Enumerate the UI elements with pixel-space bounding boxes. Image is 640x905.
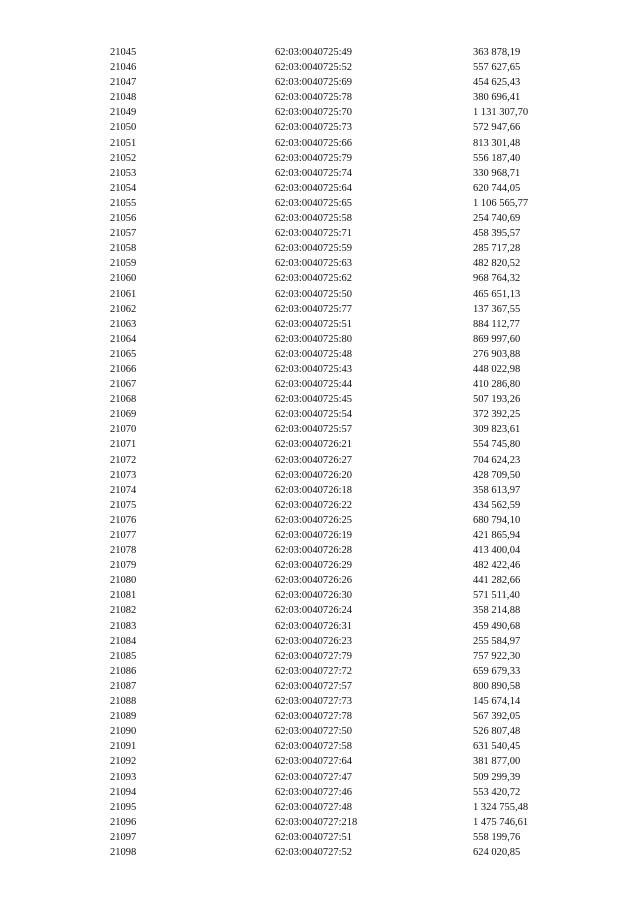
- cadastral-number: 62:03:0040727:57: [275, 680, 353, 692]
- record-number: 21086: [110, 665, 137, 677]
- table-row: [0, 453, 640, 468]
- cadastral-number: 62:03:0040727:50: [275, 726, 353, 738]
- cadastral-number: 62:03:0040725:70: [275, 107, 353, 119]
- cadastral-number: 62:03:0040725:62: [275, 273, 353, 285]
- record-number: 21050: [110, 122, 137, 134]
- cadastral-number: 62:03:0040725:63: [275, 258, 353, 270]
- record-number: 21077: [110, 530, 137, 541]
- table-row: [0, 649, 640, 664]
- cadastral-value: 659 679,33: [473, 665, 521, 677]
- cadastral-number: 62:03:0040725:43: [275, 363, 353, 375]
- cadastral-value: 680 794,10: [473, 514, 521, 526]
- cadastral-value: 1 131 307,70: [473, 107, 529, 119]
- cadastral-value: 526 807,48: [473, 726, 521, 738]
- record-number: 21074: [110, 484, 137, 496]
- cadastral-number: 62:03:0040726:20: [275, 469, 353, 481]
- cadastral-number: 62:03:0040725:78: [275, 92, 353, 104]
- record-number: 21076: [110, 514, 137, 526]
- record-number: 21080: [110, 575, 137, 587]
- table-row: [0, 362, 640, 377]
- table-row: [0, 815, 640, 830]
- cadastral-value: 869 997,60: [473, 333, 521, 345]
- cadastral-value: 884 112,77: [473, 318, 520, 330]
- table-row: [0, 226, 640, 241]
- table-row: [0, 407, 640, 422]
- cadastral-value: 553 420,72: [473, 786, 521, 798]
- cadastral-value: 620 744,05: [473, 182, 521, 194]
- cadastral-value: 554 745,80: [473, 439, 521, 451]
- table-row: [0, 256, 640, 271]
- cadastral-value: 410 286,80: [473, 379, 521, 391]
- record-number: 21071: [110, 439, 137, 451]
- cadastral-number: 62:03:0040726:22: [275, 499, 353, 511]
- cadastral-value: 571 511,40: [473, 590, 520, 602]
- cadastral-number: 62:03:0040727:47: [275, 771, 353, 783]
- record-number: 21083: [110, 620, 137, 632]
- cadastral-value: 482 820,52: [473, 258, 521, 270]
- cadastral-value: 459 490,68: [473, 620, 521, 632]
- table-row: [0, 181, 640, 196]
- table-row: [0, 45, 640, 60]
- cadastral-value: 507 193,26: [473, 394, 521, 406]
- cadastral-value: 704 624,23: [473, 454, 521, 466]
- table-row: [0, 302, 640, 317]
- cadastral-value: 1 324 755,48: [473, 801, 529, 813]
- cadastral-value: 285 717,28: [473, 243, 521, 255]
- table-row: [0, 271, 640, 286]
- record-number: 21063: [110, 318, 137, 330]
- record-number: 21089: [110, 711, 137, 723]
- cadastral-number: 62:03:0040726:19: [275, 530, 353, 541]
- table-row: [0, 120, 640, 135]
- cadastral-number: 62:03:0040726:27: [275, 454, 353, 466]
- record-number: 21091: [110, 741, 137, 753]
- cadastral-value: 428 709,50: [473, 469, 521, 481]
- table-row: [0, 60, 640, 75]
- cadastral-number: 62:03:0040726:23: [275, 635, 353, 647]
- record-number: 21085: [110, 650, 137, 662]
- table-row: [0, 528, 640, 543]
- record-number: 21065: [110, 348, 137, 360]
- cadastral-number: 62:03:0040725:48: [275, 348, 353, 360]
- record-number: 21049: [110, 107, 137, 119]
- cadastral-number: 62:03:0040727:48: [275, 801, 353, 813]
- record-number: 21081: [110, 590, 137, 602]
- table-row: [0, 196, 640, 211]
- cadastral-number: 62:03:0040726:24: [275, 605, 353, 617]
- cadastral-number: 62:03:0040725:51: [275, 318, 353, 330]
- table-row: [0, 75, 640, 90]
- table-row: [0, 558, 640, 573]
- cadastral-value: 567 392,05: [473, 711, 521, 723]
- cadastral-value: 813 301,48: [473, 137, 521, 149]
- table-row: [0, 392, 640, 407]
- record-number: 21060: [110, 273, 137, 285]
- table-row: [0, 573, 640, 588]
- table-row: [0, 136, 640, 151]
- cadastral-value: 421 865,94: [473, 530, 521, 541]
- record-number: 21078: [110, 545, 137, 557]
- cadastral-number: 62:03:0040725:79: [275, 152, 353, 164]
- record-number: 21072: [110, 454, 137, 466]
- cadastral-value: 1 106 565,77: [473, 197, 529, 209]
- cadastral-number: 62:03:0040725:69: [275, 77, 353, 89]
- cadastral-value: 557 627,65: [473, 62, 521, 74]
- cadastral-value: 137 367,55: [473, 303, 521, 315]
- record-number: 21051: [110, 137, 137, 149]
- cadastral-number: 62:03:0040725:44: [275, 379, 353, 391]
- table-row: [0, 347, 640, 362]
- record-number: 21084: [110, 635, 137, 647]
- cadastral-value: 631 540,45: [473, 741, 521, 753]
- cadastral-value: 757 922,30: [473, 650, 521, 662]
- table-row: [0, 588, 640, 603]
- cadastral-value: 454 625,43: [473, 77, 521, 89]
- record-number: 21075: [110, 499, 137, 511]
- cadastral-number: 62:03:0040726:29: [275, 560, 353, 572]
- cadastral-value: 254 740,69: [473, 213, 521, 225]
- cadastral-number: 62:03:0040726:31: [275, 620, 353, 632]
- record-number: 21067: [110, 379, 137, 391]
- record-number: 21057: [110, 228, 137, 240]
- record-number: 21098: [110, 846, 137, 858]
- record-number: 21056: [110, 213, 137, 225]
- table-row: [0, 513, 640, 528]
- cadastral-value: 309 823,61: [473, 424, 521, 436]
- cadastral-value: 358 214,88: [473, 605, 521, 617]
- cadastral-value: 413 400,04: [473, 545, 521, 557]
- table-row: [0, 785, 640, 800]
- cadastral-number: 62:03:0040725:80: [275, 333, 353, 345]
- cadastral-number: 62:03:0040725:49: [275, 47, 353, 58]
- record-number: 21045: [110, 47, 137, 58]
- cadastral-number: 62:03:0040725:57: [275, 424, 353, 436]
- cadastral-value: 556 187,40: [473, 152, 521, 164]
- cadastral-number: 62:03:0040726:25: [275, 514, 353, 526]
- record-number: 21070: [110, 424, 137, 436]
- table-row: [0, 483, 640, 498]
- record-number: 21064: [110, 333, 137, 345]
- table-row: [0, 694, 640, 709]
- cadastral-value: 1 475 746,61: [473, 816, 529, 828]
- table-row: [0, 166, 640, 181]
- table-row: [0, 105, 640, 120]
- table-row: [0, 770, 640, 785]
- cadastral-value: 624 020,85: [473, 846, 521, 858]
- cadastral-value: 358 613,97: [473, 484, 521, 496]
- record-number: 21069: [110, 409, 137, 421]
- record-number: 21097: [110, 831, 137, 843]
- table-row: [0, 739, 640, 754]
- table-row: [0, 287, 640, 302]
- cadastral-number: 62:03:0040725:45: [275, 394, 353, 406]
- cadastral-number: 62:03:0040726:18: [275, 484, 353, 496]
- record-number: 21096: [110, 816, 137, 828]
- cadastral-number: 62:03:0040725:50: [275, 288, 353, 300]
- table-row: [0, 830, 640, 845]
- cadastral-value: 381 877,00: [473, 756, 521, 768]
- cadastral-number: 62:03:0040725:52: [275, 62, 353, 74]
- cadastral-number: 62:03:0040725:65: [275, 197, 353, 209]
- table-row: [0, 664, 640, 679]
- cadastral-number: 62:03:0040725:74: [275, 167, 353, 179]
- cadastral-number: 62:03:0040727:72: [275, 665, 353, 677]
- cadastral-value: 372 392,25: [473, 409, 521, 421]
- table-row: [0, 709, 640, 724]
- cadastral-number: 62:03:0040727:46: [275, 786, 353, 798]
- table-row: [0, 468, 640, 483]
- table-row: [0, 754, 640, 769]
- record-number: 21052: [110, 152, 137, 164]
- table-row: [0, 422, 640, 437]
- record-number: 21048: [110, 92, 137, 104]
- cadastral-value: 448 022,98: [473, 363, 521, 375]
- table-row: [0, 543, 640, 558]
- table-row: [0, 619, 640, 634]
- cadastral-value: 572 947,66: [473, 122, 521, 134]
- cadastral-number: 62:03:0040726:28: [275, 545, 353, 557]
- cadastral-number: 62:03:0040725:58: [275, 213, 353, 225]
- cadastral-number: 62:03:0040725:66: [275, 137, 353, 149]
- table-row: [0, 634, 640, 649]
- table-row: [0, 377, 640, 392]
- cadastral-value: 482 422,46: [473, 560, 521, 572]
- cadastral-number: 62:03:0040725:59: [275, 243, 353, 255]
- cadastral-number: 62:03:0040725:71: [275, 228, 353, 240]
- cadastral-value: 465 651,13: [473, 288, 521, 300]
- record-number: 21073: [110, 469, 137, 481]
- table-row: [0, 603, 640, 618]
- cadastral-number: 62:03:0040727:218: [275, 816, 358, 828]
- cadastral-value: 458 395,57: [473, 228, 521, 240]
- cadastral-number: 62:03:0040726:21: [275, 439, 353, 451]
- cadastral-number: 62:03:0040727:51: [275, 831, 353, 843]
- cadastral-number: 62:03:0040725:64: [275, 182, 353, 194]
- cadastral-number: 62:03:0040726:30: [275, 590, 353, 602]
- table-row: [0, 800, 640, 815]
- record-number: 21066: [110, 363, 137, 375]
- record-number: 21093: [110, 771, 137, 783]
- cadastral-number: 62:03:0040727:58: [275, 741, 353, 753]
- record-number: 21082: [110, 605, 137, 617]
- table-row: [0, 317, 640, 332]
- cadastral-value: 558 199,76: [473, 831, 521, 843]
- table-row: [0, 332, 640, 347]
- table-row: [0, 241, 640, 256]
- table-row: [0, 845, 640, 860]
- record-number: 21054: [110, 182, 137, 194]
- table-row: [0, 211, 640, 226]
- cadastral-number: 62:03:0040727:52: [275, 846, 353, 858]
- record-number: 21068: [110, 394, 137, 406]
- cadastral-number: 62:03:0040726:26: [275, 575, 353, 587]
- cadastral-number: 62:03:0040725:54: [275, 409, 353, 421]
- record-number: 21055: [110, 197, 137, 209]
- cadastral-value: 330 968,71: [473, 167, 521, 179]
- table-row: [0, 724, 640, 739]
- table-row: [0, 90, 640, 105]
- table-row: [0, 151, 640, 166]
- record-number: 21090: [110, 726, 137, 738]
- cadastral-value: 968 764,32: [473, 273, 521, 285]
- record-number: 21092: [110, 756, 137, 768]
- cadastral-value: 434 562,59: [473, 499, 521, 511]
- record-number: 21053: [110, 167, 137, 179]
- record-number: 21094: [110, 786, 137, 798]
- cadastral-number: 62:03:0040727:79: [275, 650, 353, 662]
- cadastral-number: 62:03:0040727:73: [275, 696, 353, 708]
- cadastral-value: 380 696,41: [473, 92, 521, 104]
- record-number: 21062: [110, 303, 137, 315]
- cadastral-value: 441 282,66: [473, 575, 521, 587]
- cadastral-number: 62:03:0040727:64: [275, 756, 353, 768]
- record-number: 21079: [110, 560, 137, 572]
- cadastral-value: 276 903,88: [473, 348, 521, 360]
- cadastral-value: 363 878,19: [473, 47, 521, 58]
- record-number: 21095: [110, 801, 137, 813]
- table-row: [0, 679, 640, 694]
- record-number: 21046: [110, 62, 137, 74]
- cadastral-number: 62:03:0040725:73: [275, 122, 353, 134]
- cadastral-number: 62:03:0040727:78: [275, 711, 353, 723]
- record-number: 21059: [110, 258, 137, 270]
- record-number: 21087: [110, 680, 137, 692]
- cadastral-value: 509 299,39: [473, 771, 521, 783]
- record-number: 21088: [110, 696, 137, 708]
- cadastral-value: 255 584,97: [473, 635, 521, 647]
- records-table: [0, 45, 640, 860]
- cadastral-number: 62:03:0040725:77: [275, 303, 353, 315]
- table-row: [0, 437, 640, 452]
- record-number: 21061: [110, 288, 137, 300]
- cadastral-value: 800 890,58: [473, 680, 521, 692]
- cadastral-value: 145 674,14: [473, 696, 521, 708]
- record-number: 21058: [110, 243, 137, 255]
- record-number: 21047: [110, 77, 137, 89]
- table-row: [0, 498, 640, 513]
